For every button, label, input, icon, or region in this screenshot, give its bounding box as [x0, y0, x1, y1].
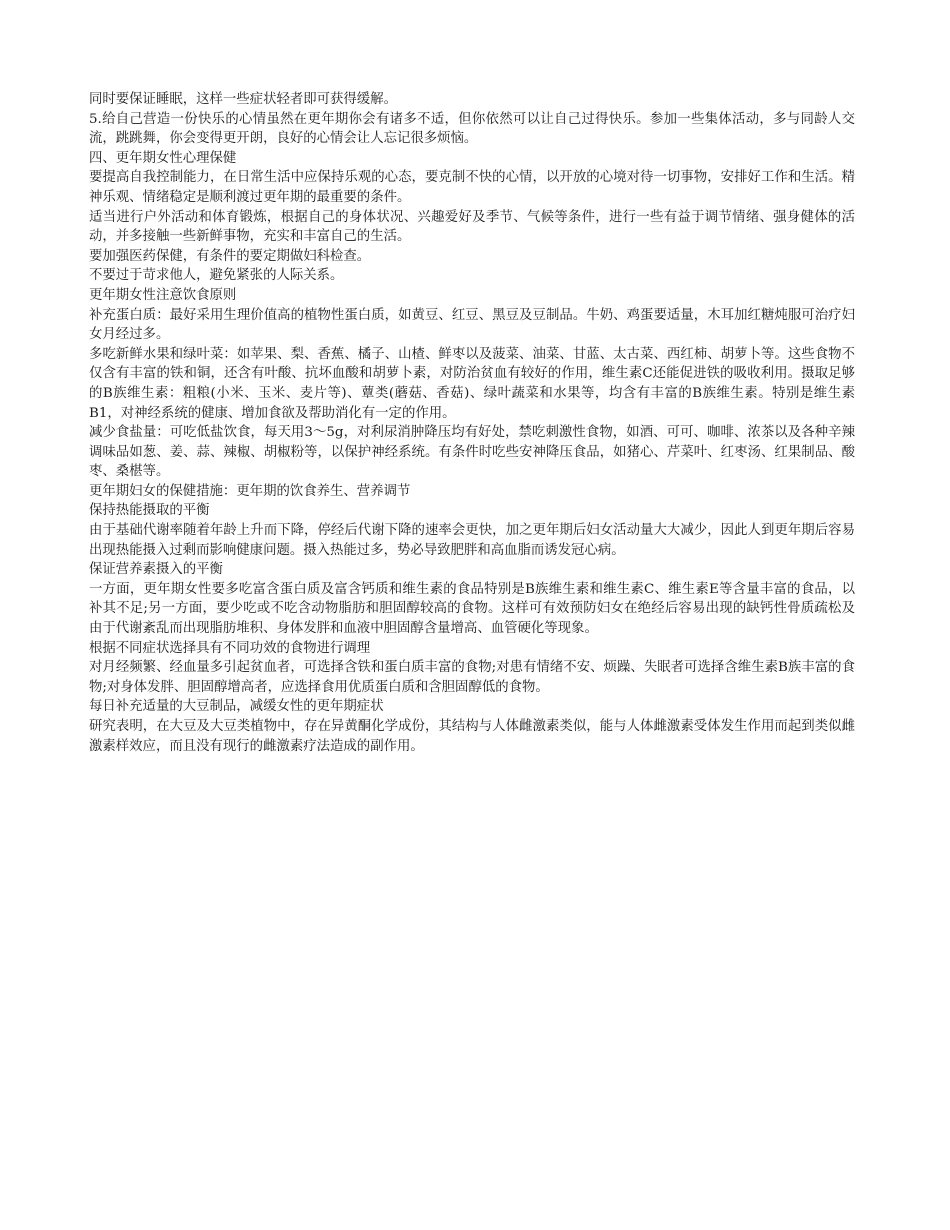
section-heading: 更年期女性注意饮食原则 [89, 287, 237, 303]
paragraph: 补充蛋白质：最好采用生理价值高的植物性蛋白质，如黄豆、红豆、黑豆及豆制品。牛奶、鸡蛋要适量，木耳加红糖炖服可治疗妇女月经过多。 [89, 307, 855, 343]
paragraph: 多吃新鲜水果和绿叶菜：如苹果、梨、香蕉、橘子、山楂、鲜枣以及菠菜、油菜、甘蓝、太古菜、西红柿、胡萝卜等。这些食物不仅含有丰富的铁和铜，还含有叶酸、抗坏血酸和胡萝卜素，对防治贫血有较好的作用，维生素C还能促进铁的吸收利用。摄取足够的B族维生素：粗粮(小米、玉米、麦片等)、蕈类(蘑菇、香菇)、绿叶蔬菜和水果等，均含有丰富的B族维生素。特别是维生素B1，对神经系统的健康、增加食欲及帮助消化有一定的作用。 [89, 346, 855, 421]
section-heading: 更年期妇女的保健措施：更年期的饮食养生、营养调节 [89, 483, 411, 499]
paragraph: 不要过于苛求他人，避免紧张的人际关系。 [89, 268, 344, 284]
paragraph: 要加强医药保健，有条件的要定期做妇科检查。 [89, 248, 371, 264]
paragraph: 一方面，更年期女性要多吃富含蛋白质及富含钙质和维生素的食品特别是B族维生素和维生素C、维生素E等含量丰富的食品，以补其不足;另一方面，要少吃或不吃含动物脂肪和胆固醇较高的食物。这样可有效预防妇女在绝经后容易出现的缺钙性骨质疏松及由于代谢紊乱而出现脂肪堆积、身体发胖和血液中胆固醇含量增高、血管硬化等现象。 [89, 581, 855, 637]
paragraph: 由于基础代谢率随着年龄上升而下降，停经后代谢下降的速率会更快，加之更年期后妇女活动量大大减少，因此人到更年期后容易出现热能摄入过剩而影响健康问题。摄入热能过多，势必导致肥胖和高血脂而诱发冠心病。 [89, 523, 855, 558]
document-body [89, 90, 855, 756]
section-heading: 保证营养素摄入的平衡 [89, 562, 223, 578]
paragraph: 适当进行户外活动和体育锻炼，根据自己的身体状况、兴趣爱好及季节、气候等条件，进行一些有益于调节情绪、强身健体的活动，并多接触一些新鲜事物，充实和丰富自己的生活。 [89, 209, 855, 245]
section-heading: 保持热能摄取的平衡 [89, 503, 210, 519]
paragraph: 要提高自我控制能力，在日常生活中应保持乐观的心态，要克制不快的心情，以开放的心境对待一切事物，安排好工作和生活。精神乐观、情绪稳定是顺利渡过更年期的最重要的条件。 [89, 170, 855, 205]
section-heading: 四、更年期女性心理保健 [89, 150, 237, 166]
paragraph: 同时要保证睡眠，这样一些症状轻者即可获得缓解。 [89, 92, 397, 107]
section-heading: 根据不同症状选择具有不同功效的食物进行调理 [89, 640, 371, 656]
paragraph: 研究表明，在大豆及大豆类植物中，存在异黄酮化学成份，其结构与人体雌激素类似，能与人体雌激素受体发生作用而起到类似雌激素样效应，而且没有现行的雌激素疗法造成的副作用。 [89, 719, 855, 754]
section-heading: 每日补充适量的大豆制品，减缓女性的更年期症状 [89, 699, 384, 715]
paragraph: 对月经频繁、经血量多引起贫血者，可选择含铁和蛋白质丰富的食物;对患有情绪不安、烦躁、失眠者可选择含维生素B族丰富的食物;对身体发胖、胆固醇增高者，应选择食用优质蛋白质和含胆固醇低的食物。 [89, 660, 855, 695]
paragraph: 5.给自己营造一份快乐的心情虽然在更年期你会有诸多不适，但你依然可以让自己过得快乐。参加一些集体活动，多与同龄人交流，跳跳舞，你会变得更开朗，良好的心情会让人忘记很多烦恼。 [89, 111, 855, 147]
paragraph: 减少食盐量：可吃低盐饮食，每天用3～5g，对利尿消肿降压均有好处，禁吃刺激性食物，如酒、可可、咖啡、浓茶以及各种辛辣调味品如葱、姜、蒜、辣椒、胡椒粉等，以保护神经系统。有条件时吃些安神降压食品，如猪心、芹菜叶、红枣汤、红果制品、酸枣、桑椹等。 [89, 425, 855, 480]
